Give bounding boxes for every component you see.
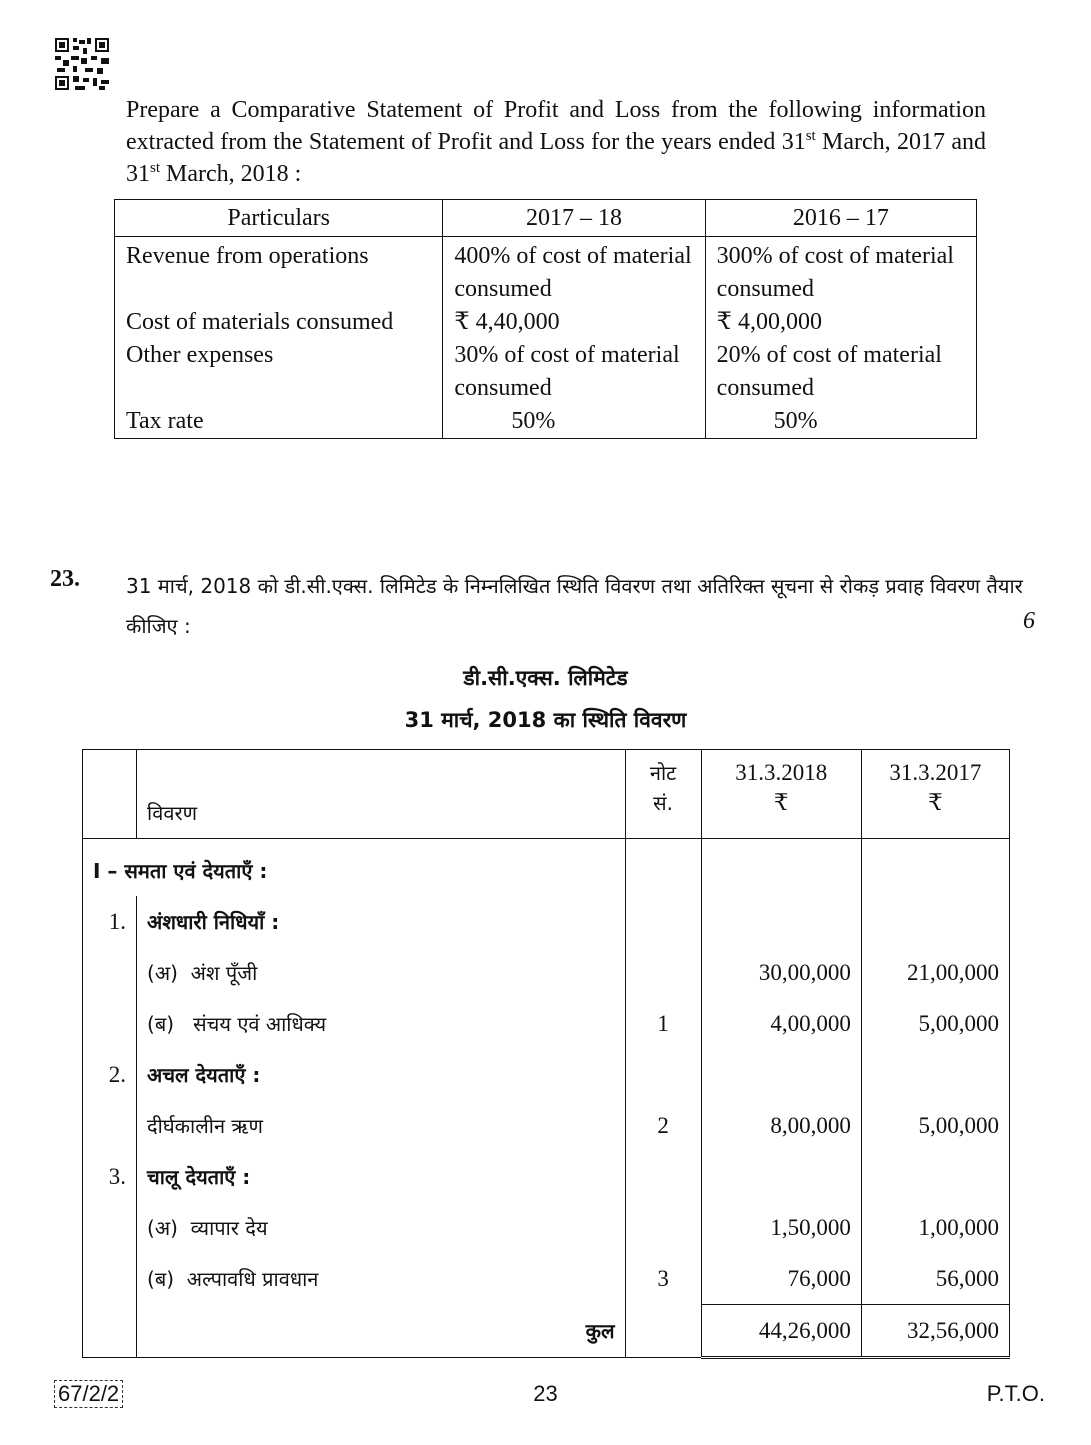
row-index [83,947,137,998]
row-label-text: (ब) संचय एवं आधिक्य [147,1012,327,1036]
table-cell: 30% of cost of material consumed [443,339,705,405]
row-value-2017: 56,000 [861,1253,1009,1305]
row-note: 2 [625,1100,701,1151]
column-header-index [83,750,137,839]
row-label-text: (ब) अल्पावधि प्रावधान [147,1267,319,1292]
column-header: Particulars [115,200,443,237]
row-label [137,896,626,947]
row-index [83,1202,137,1253]
superscript: st [805,128,816,144]
total-label [137,1305,626,1358]
table-row [115,237,977,307]
table-row [83,998,1010,1049]
table-row [83,1202,1010,1253]
row-note [625,1049,701,1100]
intro-text-end: March, 2018 : [160,161,302,187]
header-label: विवरण [147,801,198,825]
paper-code: 67/2/2 [54,1380,123,1408]
row-label [137,1100,626,1151]
row-note [625,896,701,947]
superscript: st [150,160,161,176]
row-value-2018: 4,00,000 [701,998,861,1049]
row-value-2018: 8,00,000 [701,1100,861,1151]
qr-code-icon [55,38,109,90]
pto-label: P.T.O. [986,1381,1045,1406]
total-row [83,1305,1010,1358]
section-heading [83,839,626,897]
row-note [625,947,701,998]
row-label-text: (अ) अंश पूँजी [147,961,258,985]
row-label-text: अंशधारी निधियाँ : [147,910,280,934]
row-index: 1. [83,896,137,947]
section-label: I – समता एवं देयताएँ : [93,859,268,883]
row-label [137,1253,626,1305]
column-header: 2016 – 17 [705,200,976,237]
row-label [137,1151,626,1202]
table-cell: 300% of cost of material consumed [705,237,976,307]
table-row [83,1253,1010,1305]
table-row [83,1151,1010,1202]
row-value-2018 [701,896,861,947]
row-value-2018 [701,1049,861,1100]
profit-loss-info-table [114,199,977,439]
row-value-2018: 1,50,000 [701,1202,861,1253]
column-header-particulars [137,750,626,839]
row-label-text: अचल देयताएँ : [147,1063,261,1087]
section-row [83,839,1010,897]
column-header-2018 [701,750,861,839]
table-row [83,947,1010,998]
row-label [137,1049,626,1100]
row-note [625,1151,701,1202]
table-cell: ₹ 4,40,000 [443,306,705,339]
table-cell: 50% [705,405,976,439]
row-value-2018 [701,1151,861,1202]
intro-text-mid: March, 2017 and 31 [126,129,986,187]
question-text: 31 मार्च, 2018 को डी.सी.एक्स. लिमिटेड के निम्नलिखित स्थिति विवरण तथा अतिरिक्त सूचना से रोकड़ प्रवाह विवरण तैयार कीजिए : [126,574,1023,638]
currency-symbol: ₹ [928,790,943,815]
row-value-2017: 21,00,000 [861,947,1009,998]
row-value-2017 [861,1151,1009,1202]
row-value-2017 [861,896,1009,947]
row-value-2017 [861,1049,1009,1100]
table-cell: 50% [443,405,705,439]
row-label-text: (अ) व्यापार देय [147,1216,268,1240]
balance-sheet-table [82,749,1010,1359]
table-cell: Revenue from operations [115,237,443,307]
row-label-text: दीर्घकालीन ऋण [147,1114,263,1138]
table-row [115,306,977,339]
row-note: 1 [625,998,701,1049]
table-row [83,896,1010,947]
row-note: 3 [625,1253,701,1305]
column-header: 2017 – 18 [443,200,705,237]
company-name: डी.सी.एक्स. लिमिटेड [463,666,628,690]
table-cell: 400% of cost of material consumed [443,237,705,307]
total-2017: 32,56,000 [861,1305,1009,1358]
column-header-note [625,750,701,839]
row-index [83,1253,137,1305]
row-value-2017: 5,00,000 [861,1100,1009,1151]
intro-text: Prepare a Comparative Statement of Profit and Loss from the following information extracted from the Statement of Profit and Loss for the years ended 31 [126,97,986,155]
table-row [83,1100,1010,1151]
row-value-2017: 5,00,000 [861,998,1009,1049]
row-value-2018: 30,00,000 [701,947,861,998]
question-number: 23. [50,566,80,592]
header-label: 31.3.2017 [889,760,982,785]
table-cell: ₹ 4,00,000 [705,306,976,339]
column-header-2017 [861,750,1009,839]
row-label-text: चालू देयताएँ : [147,1165,251,1189]
total-2018: 44,26,000 [701,1305,861,1358]
table-row [115,339,977,405]
row-note [625,1202,701,1253]
row-index: 2. [83,1049,137,1100]
row-index [83,998,137,1049]
row-index: 3. [83,1151,137,1202]
statement-title: 31 मार्च, 2018 का स्थिति विवरण [404,708,687,732]
table-cell: Cost of materials consumed [115,306,443,339]
table-row [83,1049,1010,1100]
row-value-2018: 76,000 [701,1253,861,1305]
row-label [137,947,626,998]
currency-symbol: ₹ [773,790,789,815]
row-label [137,998,626,1049]
row-index [83,1100,137,1151]
table-row [115,405,977,439]
row-value-2017: 1,00,000 [861,1202,1009,1253]
page-number: 23 [533,1381,558,1406]
header-label: 31.3.2018 [735,760,828,785]
row-label [137,1202,626,1253]
question-intro [126,94,986,190]
question-marks: 6 [1023,608,1035,634]
table-cell: Tax rate [115,405,443,439]
total-label-text: कुल [585,1319,615,1344]
header-label: नोट सं. [649,761,677,815]
table-cell: 20% of cost of material consumed [705,339,976,405]
table-cell: Other expenses [115,339,443,405]
